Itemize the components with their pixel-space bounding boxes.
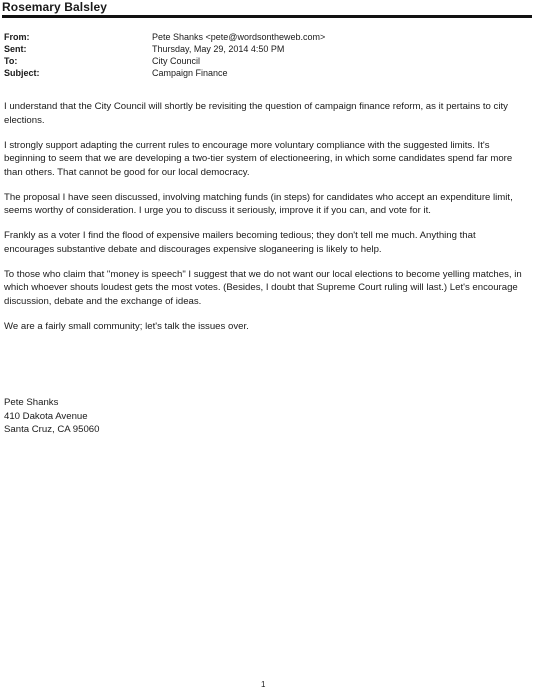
header-subject-value: Campaign Finance xyxy=(152,68,228,78)
mailbox-owner-name: Rosemary Balsley xyxy=(2,0,107,14)
header-from-value: Pete Shanks <pete@wordsontheweb.com> xyxy=(152,32,326,42)
header-sent-value: Thursday, May 29, 2014 4:50 PM xyxy=(152,44,285,54)
header-to-label: To: xyxy=(4,56,18,66)
signature-block xyxy=(4,396,99,437)
body-paragraph: The proposal I have seen discussed, involving matching funds (in steps) for candidates who accept an expenditure limit, seems worthy of consideration. I urge you to discuss it seriously, improve it if you can, and vote for it. xyxy=(4,191,513,216)
page-number: 1 xyxy=(261,680,266,689)
header-sent-label: Sent: xyxy=(4,44,27,54)
header-from-label: From: xyxy=(4,32,30,42)
body-paragraph: Frankly as a voter I find the flood of expensive mailers becoming tedious; they don't tell me much. Anything that encourages substantive debate and discourages expensive sloganeering is likely to help. xyxy=(4,230,476,255)
body-paragraph: I understand that the City Council will shortly be revisiting the question of campaign finance reform, as it pertains to city elections. xyxy=(4,101,508,126)
body-paragraph: I strongly support adapting the current rules to encourage more voluntary compliance with the suggested limits. It's beginning to seem that we are developing a two-tier system of electioneering, in which some candidates spend far more than others. That cannot be good for our local democracy. xyxy=(4,139,513,178)
body-paragraph: We are a fairly small community; let's talk the issues over. xyxy=(4,320,249,332)
header-to-value: City Council xyxy=(152,56,201,66)
header-subject-label: Subject: xyxy=(4,68,40,78)
signature-street: 410 Dakota Avenue xyxy=(4,410,88,422)
email-body xyxy=(4,100,526,345)
body-paragraph: To those who claim that "money is speech" I suggest that we do not want our local elections to become yelling matches, in which whoever shouts loudest gets the most votes. (Besides, I doubt that Supreme Court ruling will last.) Let's encourage discussion, debate and the exchange of ideas. xyxy=(4,268,522,307)
signature-name: Pete Shanks xyxy=(4,397,59,408)
signature-city: Santa Cruz, CA 95060 xyxy=(4,424,100,435)
header-divider xyxy=(2,15,532,18)
